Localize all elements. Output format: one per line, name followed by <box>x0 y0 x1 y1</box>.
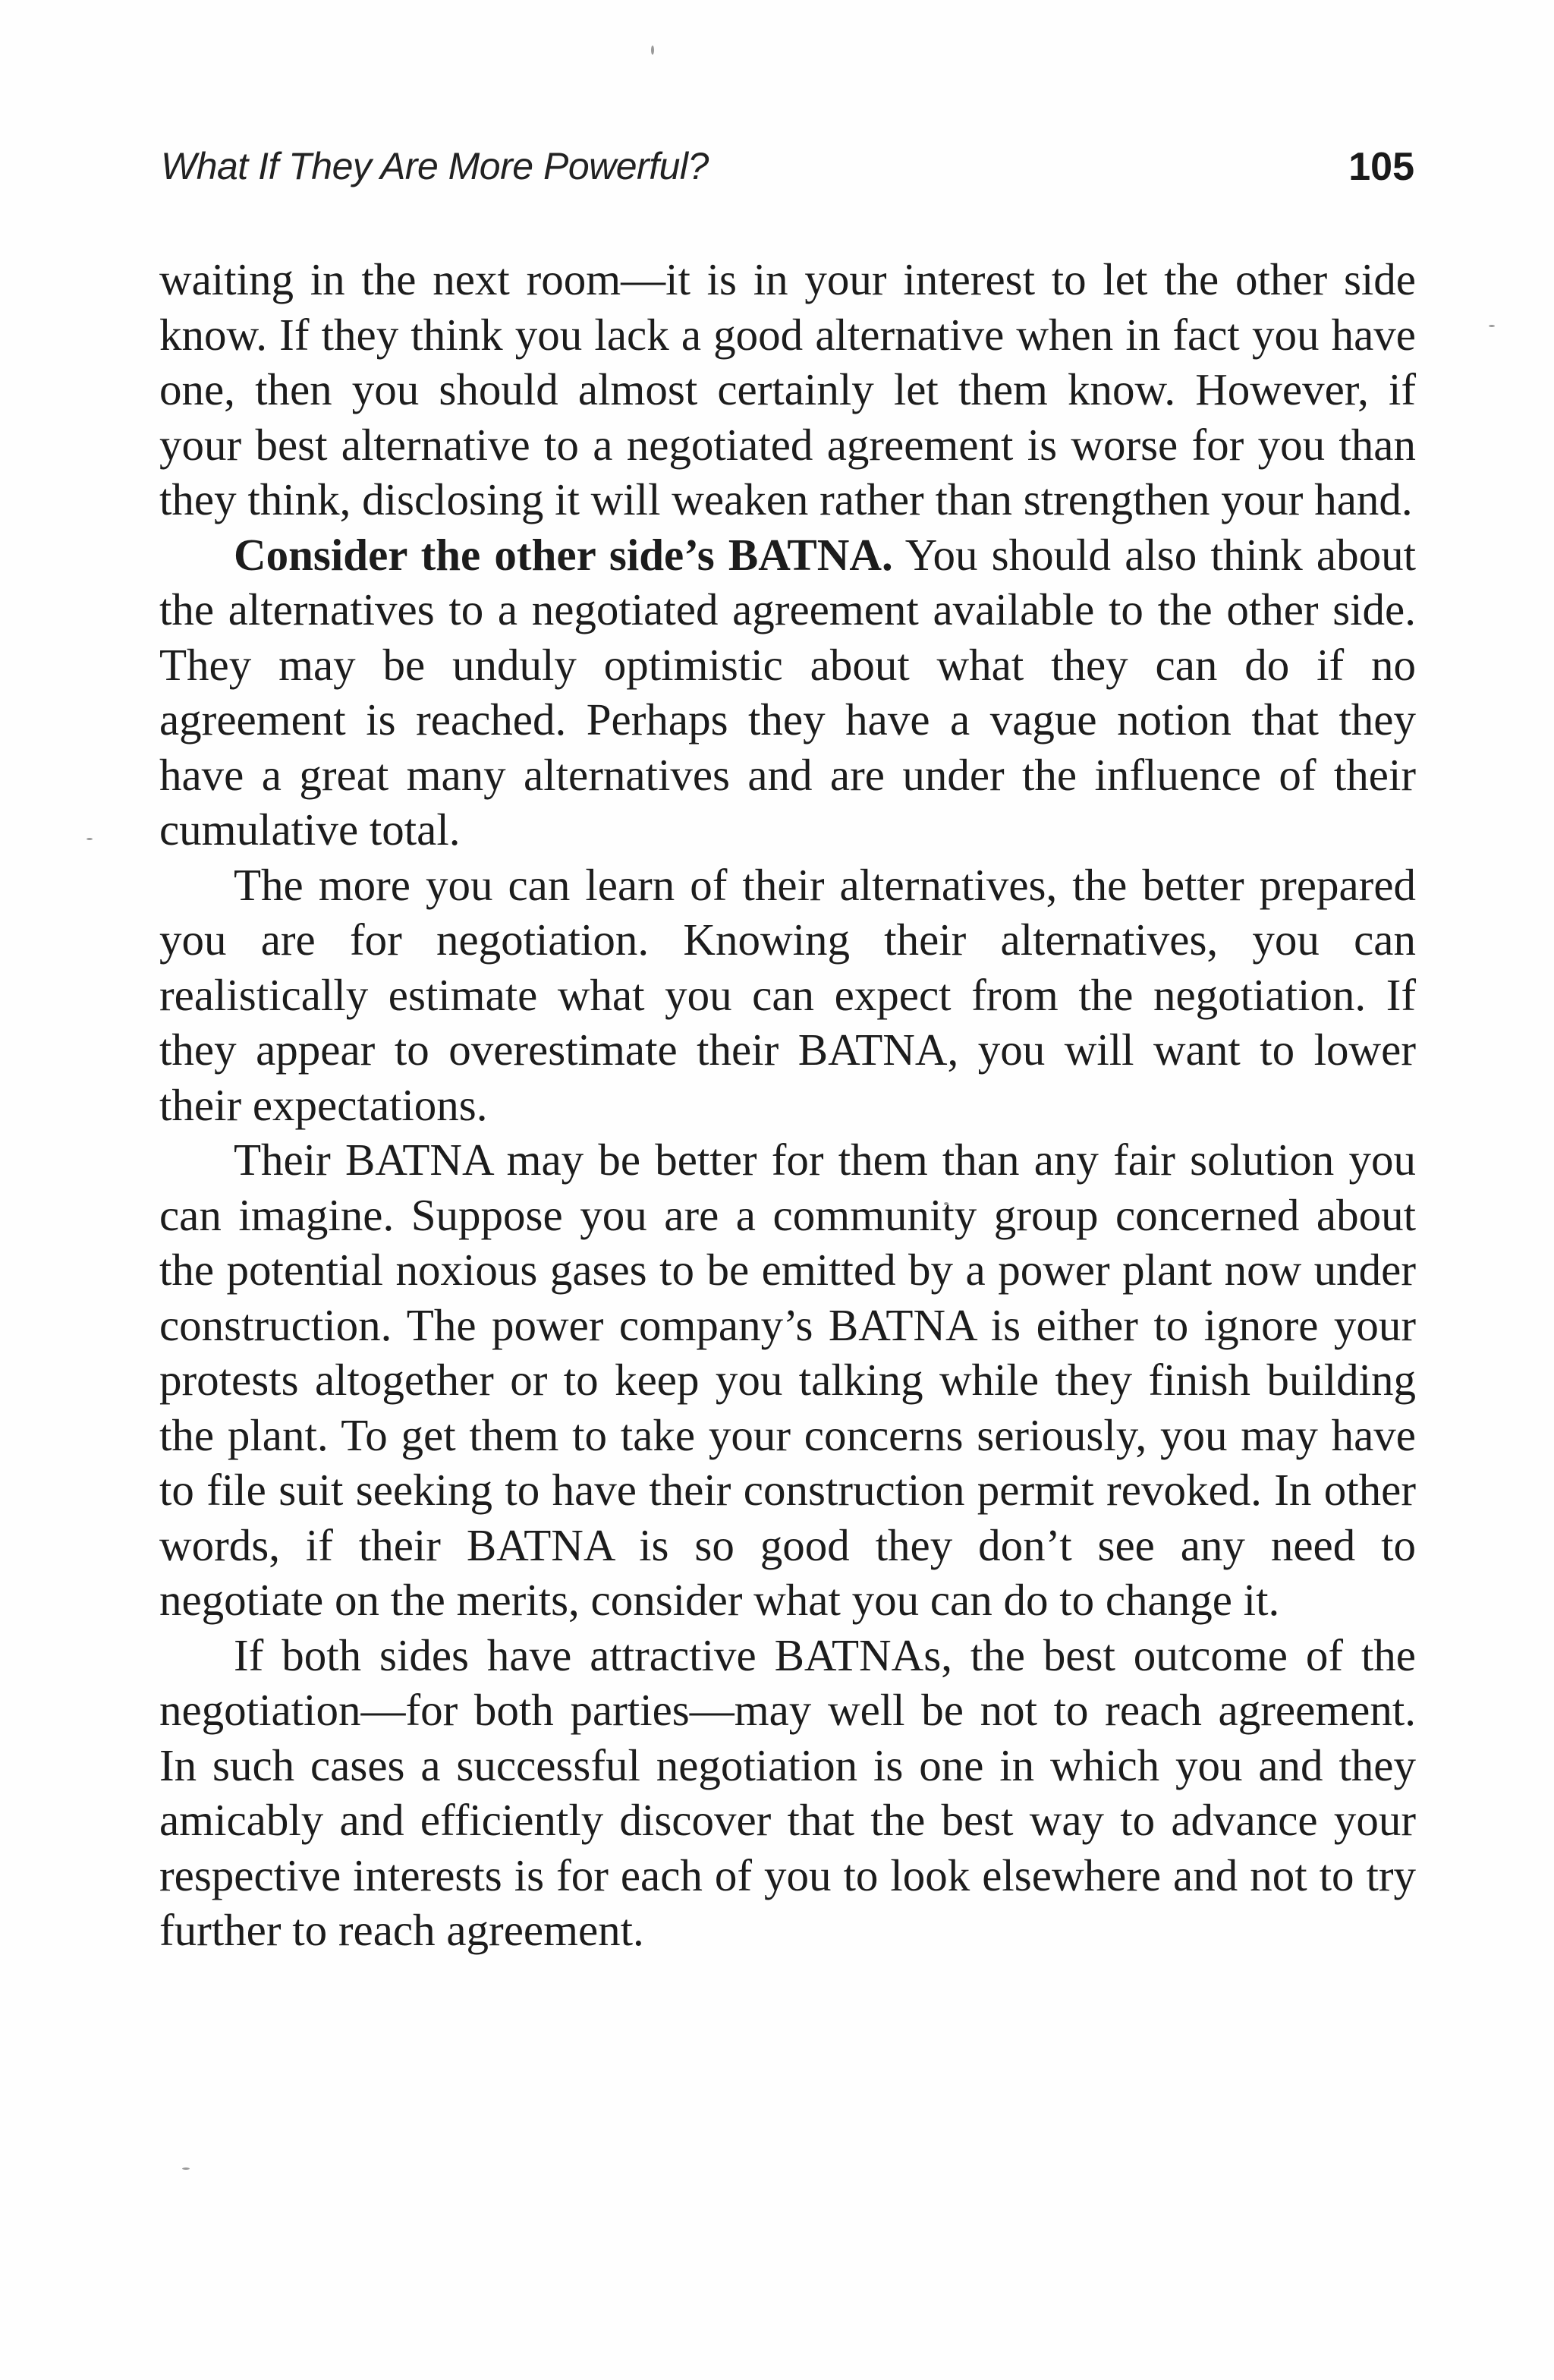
body-text <box>159 252 1416 1958</box>
paragraph <box>159 252 1416 527</box>
running-head: What If They Are More Powerful? <box>161 145 709 187</box>
scan-speck <box>87 838 93 840</box>
scan-speck <box>182 2168 190 2170</box>
paragraph <box>159 1132 1416 1628</box>
paragraph-text: If both sides have attractive BATNAs, the best outcome of the negotiation—for both parties—may well be not to reach agreement. In such cases a successful negotiation is one in which you and they amicably and efficiently discover that the best way to advance your respective interests is for each of you to look elsewhere and not to try further to reach agreement. <box>159 1629 1416 1955</box>
paragraph <box>159 527 1416 858</box>
page-header <box>161 144 1414 205</box>
scan-speck <box>651 46 654 55</box>
paragraph <box>159 1628 1416 1958</box>
paragraph-text: The more you can learn of their alternatives, the better prepared you are for negotiation. Knowing their alternatives, you can realistically estimate what you can expect from the negotiation. If they appear to overestimate their BATNA, you will want to lower their expectations. <box>159 859 1416 1130</box>
paragraph <box>159 858 1416 1133</box>
paragraph-text: waiting in the next room—it is in your interest to let the other side know. If they think you lack a good alternative when in fact you have one, then you should almost certainly let them know. However, if your best alternative to a negotiated agreement is worse for you than they think, disclosing it will weaken rather than strengthen your hand. <box>159 254 1416 524</box>
page-number: 105 <box>1348 145 1414 189</box>
scan-speck <box>1489 325 1495 327</box>
run-in-heading: Consider the other side’s BATNA. <box>234 529 893 580</box>
paragraph-text: You should also think about the alternatives to a negotiated agreement available to the other side. They may be unduly optimistic about what they can do if no agreement is reached. Perhaps they have a vague notion that they have a great many alternatives and are under the influence of their cumulative total. <box>159 529 1416 855</box>
paragraph-text: Their BATNA may be better for them than any fair solution you can imagine. Suppose you are a community group concerned about the potential noxious gases to be emitted by a power plant now under construction. The power company’s BATNA is either to ignore your protests altogether or to keep you talking while they finish building the plant. To get them to take your concerns seriously, you may have to file suit seeking to have their construction permit revoked. In other words, if their BATNA is so good they don’t see any need to negotiate on the merits, consider what you can do to change it. <box>159 1135 1416 1625</box>
